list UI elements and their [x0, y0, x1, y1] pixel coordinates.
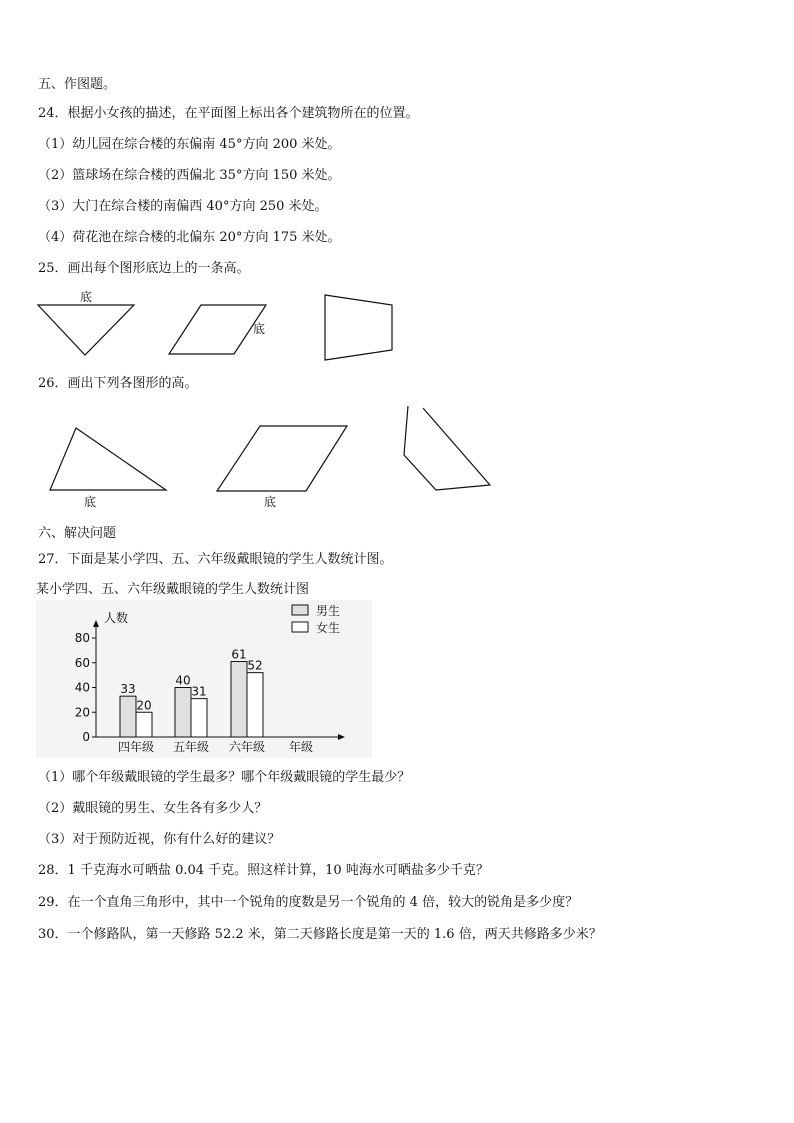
data-label: 31: [191, 684, 207, 699]
bar: [191, 699, 207, 737]
q24-item-2: （2）篮球场在综合楼的西偏北 35°方向 150 米处。: [38, 168, 341, 183]
q25-inverted-triangle: [38, 305, 134, 355]
q25-base-label-2: 底: [253, 322, 266, 336]
y-tick-label: 40: [74, 680, 90, 695]
legend-swatch: [292, 605, 308, 615]
question-24-stem: 24．根据小女孩的描述，在平面图上标出各个建筑物所在的位置。: [38, 106, 419, 121]
q27-question-3: （3）对于预防近视，你有什么好的建议？: [38, 832, 281, 847]
x-axis-label: 年级: [289, 740, 314, 754]
q26-base-label-2: 底: [264, 495, 277, 509]
q26-triangle: [50, 428, 166, 490]
question-28: 28．1 千克海水可晒盐 0.04 千克。照这样计算，10 吨海水可晒盐多少千克？: [38, 863, 489, 878]
y-tick-label: 20: [74, 705, 90, 720]
legend-swatch: [292, 622, 308, 632]
legend-label: 女生: [316, 621, 341, 635]
data-label: 33: [120, 682, 136, 697]
y-tick-label: 80: [74, 631, 90, 645]
q26-parallelogram: [217, 426, 347, 491]
q26-figures: [40, 400, 500, 515]
question-27-stem: 27．下面是某小学四、五、六年级戴眼镜的学生人数统计图。: [38, 552, 393, 567]
q24-item-3: （3）大门在综合楼的南偏西 40°方向 250 米处。: [38, 199, 328, 214]
x-tick-label: 五年级: [172, 740, 210, 754]
legend-label: 男生: [316, 604, 341, 618]
question-30: 30．一个修路队，第一天修路 52.2 米，第二天修路长度是第一天的 1.6 倍，两天共修路多少米？: [38, 927, 602, 942]
bar: [231, 662, 247, 737]
bar: [175, 688, 191, 738]
y-tick-label: 60: [74, 655, 90, 670]
chart-title: 某小学四、五、六年级戴眼镜的学生人数统计图: [36, 582, 310, 597]
q25-base-label-1: 底: [80, 290, 93, 304]
q24-item-1: （1）幼儿园在综合楼的东偏南 45°方向 200 米处。: [38, 137, 341, 152]
x-tick-label: 四年级: [117, 740, 155, 754]
x-tick-label: 六年级: [228, 740, 266, 754]
bar: [136, 712, 152, 737]
section-heading-6: 六、解决问题: [38, 526, 117, 541]
data-label: 20: [136, 698, 152, 713]
question-26-stem: 26．画出下列各图形的高。: [38, 376, 198, 391]
bar-chart: [36, 578, 376, 760]
q27-question-1: （1）哪个年级戴眼镜的学生最多？哪个年级戴眼镜的学生最少？: [38, 770, 411, 785]
bar: [247, 673, 263, 737]
y-axis-label: 人数: [104, 611, 129, 625]
data-label: 52: [247, 658, 263, 673]
q25-figures: [30, 285, 410, 365]
y-tick-label: 0: [82, 730, 90, 744]
question-29: 29．在一个直角三角形中，其中一个锐角的度数是另一个锐角的 4 倍，较大的锐角是多少度？: [38, 895, 579, 910]
question-25-stem: 25．画出每个图形底边上的一条高。: [38, 261, 250, 276]
q25-trapezoid: [325, 295, 392, 360]
section-heading: 五、作图题。: [38, 77, 117, 92]
q26-base-label-1: 底: [84, 495, 97, 509]
data-label: 61: [231, 647, 247, 662]
bar: [120, 696, 136, 737]
q26-quadrilateral: [404, 406, 490, 490]
data-label: 40: [175, 673, 191, 688]
q27-question-2: （2）戴眼镜的男生、女生各有多少人？: [38, 801, 268, 816]
q24-item-4: （4）荷花池在综合楼的北偏东 20°方向 175 米处。: [38, 230, 341, 245]
q25-parallelogram: [169, 305, 266, 354]
